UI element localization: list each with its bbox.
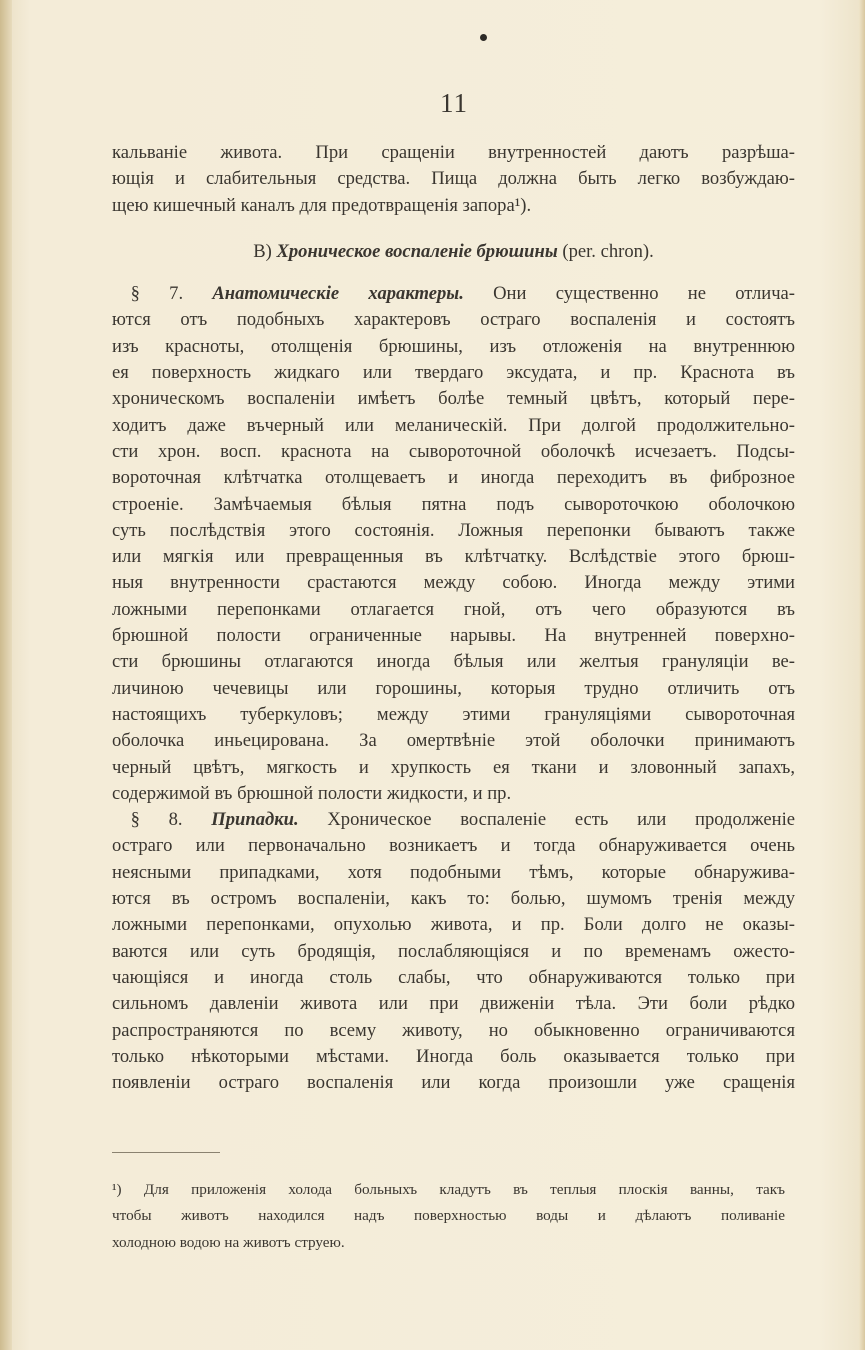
text-line: щею кишечный каналъ для предотвращенiя запора¹).	[112, 194, 532, 216]
paragraph-8-marker: § 8.	[130, 809, 183, 831]
text-line: только нѣкоторыми мѣстами. Иногда боль оказывается только при	[112, 1045, 795, 1067]
text-line: ющiя и слабительныя средства. Пища должна быть легко возбуждаю-	[112, 168, 795, 190]
text-line: сти брюшины отлагаются иногда бѣлыя или желтыя грануляцiи ве-	[112, 651, 795, 673]
paragraph-7-first-rest: Они существенно не отлича-	[493, 283, 795, 305]
text-line: настоящихъ туберкуловъ; между этими грануляцiями сывороточная	[112, 703, 795, 725]
text-line: изъ красноты, отолщенiя брюшины, изъ отложенiя на внутреннюю	[112, 335, 795, 357]
footnote-rule	[112, 1152, 220, 1153]
paragraph-7-marker: § 7.	[130, 283, 184, 305]
footnote-line: чтобы животъ находился надъ поверхностью воды и дѣлаютъ поливанiе	[112, 1207, 785, 1225]
footnote-marker: ¹)	[112, 1181, 122, 1198]
text-line: кальванiе живота. При сращенiи внутренностей даютъ разрѣша-	[112, 142, 795, 163]
footnote	[112, 1178, 785, 1257]
text-line: строенiе. Замѣчаемыя бѣлыя пятна подъ сывороточкою оболочкою	[112, 493, 795, 515]
paragraph-8-first-line	[112, 807, 795, 833]
body-text	[112, 140, 795, 1096]
text-line: суть послѣдствiя этого состоянiя. Ложныя перепонки бываютъ также	[112, 519, 795, 541]
text-line: содержимой въ брюшной полости жидкости, и пр.	[112, 782, 512, 804]
text-line: неясными припадками, хотя подобными тѣмъ, которые обнаружива-	[112, 861, 795, 883]
text-line: распространяются по всему животу, но обыкновенно ограничиваются	[112, 1019, 795, 1041]
section-heading	[112, 239, 795, 265]
page-left-edge	[0, 0, 12, 1350]
text-line: ложными перепонками отлагается гной, отъ чего образуются въ	[112, 598, 795, 620]
ink-speck	[480, 34, 487, 41]
text-line: брюшной полости ограниченные нарывы. На внутренней поверхно-	[112, 625, 795, 647]
section-heading-prefix: В)	[253, 240, 272, 262]
text-line: ложными перепонками, опухолью живота, и пр. Боли долго не оказы-	[112, 914, 795, 936]
text-line: ходитъ даже въчерный или меланическiй. При долгой продолжительно-	[112, 414, 795, 436]
text-line: хроническомъ воспаленiи имѣетъ болѣе темный цвѣтъ, который пере-	[112, 388, 795, 410]
page-right-edge	[859, 0, 865, 1350]
footnote-line: холодною водою на животъ струею.	[112, 1233, 345, 1251]
paragraph-8-first-rest: Хроническое воспаленiе есть или продолженiе	[327, 809, 796, 831]
text-line: вороточная клѣтчатка отолщеваетъ и иногда переходитъ въ фиброзное	[112, 467, 795, 489]
paragraph-8-title: Припадки.	[211, 809, 299, 831]
text-line: ются въ остромъ воспаленiи, какъ то: болью, шумомъ тренiя между	[112, 888, 795, 910]
text-line: остраго или первоначально возникаетъ и тогда обнаруживается очень	[112, 835, 795, 857]
text-line: ныя внутренности срастаются между собою. Иногда между этими	[112, 572, 795, 594]
text-line: ея поверхность жидкаго или твердаго эксудата, и пр. Краснота въ	[112, 362, 795, 384]
paragraph-7-title: Анатомическiе характеры.	[212, 283, 464, 305]
footnote-first-line	[112, 1178, 785, 1204]
text-line: черный цвѣтъ, мягкость и хрупкость ея ткани и зловонный запахъ,	[112, 756, 795, 778]
text-line: или мягкiя или превращенныя въ клѣтчатку. Вслѣдствiе этого брюш-	[112, 546, 795, 568]
text-line: появленiи остраго воспаленiя или когда произошли уже сращенiя	[112, 1072, 795, 1094]
text-line: ваются или суть бродящiя, послабляющiяся и по временамъ ожесто-	[112, 940, 795, 962]
text-line: оболочка иньецирована. За омертвѣнiе этой оболочки принимаютъ	[112, 730, 795, 752]
text-line: личиною чечевицы или горошины, которыя трудно отличить отъ	[112, 677, 795, 699]
text-line: сти хрон. восп. краснота на сывороточной оболочкѣ исчезаетъ. Подсы-	[112, 440, 795, 462]
text-line: ются отъ подобныхъ характеровъ остраго воспаленiя и состоятъ	[112, 309, 795, 331]
section-heading-suffix: (per. chron).	[562, 240, 654, 262]
footnote-text: Для приложенiя холода больныхъ кладутъ въ теплыя плоскiя ванны, такъ	[143, 1181, 785, 1198]
section-heading-title: Хроническое воспаленiе брюшины	[276, 240, 558, 262]
paragraph-7-first-line	[112, 281, 795, 307]
text-line: сильномъ давленiи живота или при движенiи тѣла. Эти боли рѣдко	[112, 993, 795, 1015]
page-number: 11	[440, 88, 468, 118]
text-line: чающiяся и иногда столь слабы, что обнаруживаются только при	[112, 966, 795, 988]
